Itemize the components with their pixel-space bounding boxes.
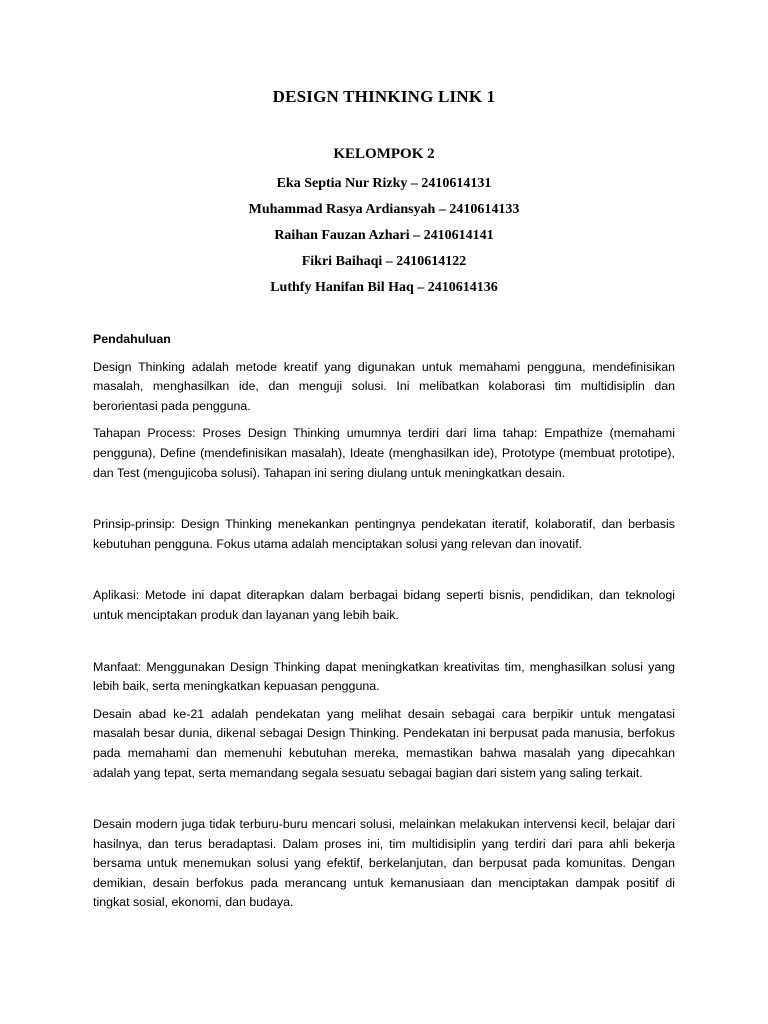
document-body [93,330,675,913]
member-name: Luthfy Hanifan Bil Haq – 2410614136 [270,280,498,295]
paragraph: Prinsip-prinsip: Design Thinking menekankan pentingnya pendekatan iteratif, kolaboratif, dan berbasis kebutuhan pengguna. Fokus utama adalah menciptakan solusi yang relevan dan inovatif. [93,517,675,551]
paragraph: Desain abad ke-21 adalah pendekatan yang melihat desain sebagai cara berpikir untuk mengatasi masalah besar dunia, dikenal sebagai Design Thinking. Pendekatan ini berpusat pada manusia, berfokus pada memahami dan memenuhi kebutuhan mereka, memastikan bahwa masalah yang dipecahkan adalah yang tepat, serta memandang segala sesuatu sebagai bagian dari sistem yang saling terkait. [93,706,675,780]
group-info [0,145,768,301]
group-heading: KELOMPOK 2 [333,146,435,162]
member-name: Muhammad Rasya Ardiansyah – 2410614133 [248,202,520,217]
paragraph: Aplikasi: Metode ini dapat diterapkan dalam berbagai bidang seperti bisnis, pendidikan, dan teknologi untuk menciptakan produk dan layanan yang lebih baik. [93,588,675,622]
paragraph: Tahapan Process: Proses Design Thinking umumnya terdiri dari lima tahap: Empathize (memahami pengguna), Define (mendefinisikan masalah), Ideate (menghasilkan ide), Prototype (membuat prototipe), dan Test (mengujicoba solusi). Tahapan ini sering diulang untuk meningkatkan desain. [93,426,675,480]
document-title: DESIGN THINKING LINK 1 [272,87,496,106]
section-heading: Pendahuluan [93,332,171,346]
paragraph: Manfaat: Menggunakan Design Thinking dapat meningkatkan kreativitas tim, menghasilkan solusi yang lebih baik, serta meningkatkan kepuasan pengguna. [93,659,675,694]
paragraph: Design Thinking adalah metode kreatif yang digunakan untuk memahami pengguna, mendefinisikan masalah, menghasilkan ide, dan menguji solusi. Ini melibatkan kolaborasi tim multidisiplin dan berorientasi pada pengguna. [93,359,675,413]
member-name: Eka Septia Nur Rizky – 2410614131 [276,176,492,191]
member-name: Raihan Fauzan Azhari – 2410614141 [274,228,494,243]
paragraph: Desain modern juga tidak terburu-buru mencari solusi, melainkan melakukan intervensi kecil, belajar dari hasilnya, dan terus beradaptasi. Dalam proses ini, tim multidisiplin yang terdiri dari para ahli bekerja bersama untuk menemukan solusi yang efektif, berkelanjutan, dan berpusat pada komunitas. Dengan demikian, desain berfokus pada merancang untuk kemanusiaan dan menciptakan dampak positif di tingkat sosial, ekonomi, dan budaya. [93,817,675,910]
member-name: Fikri Baihaqi – 2410614122 [301,254,467,269]
